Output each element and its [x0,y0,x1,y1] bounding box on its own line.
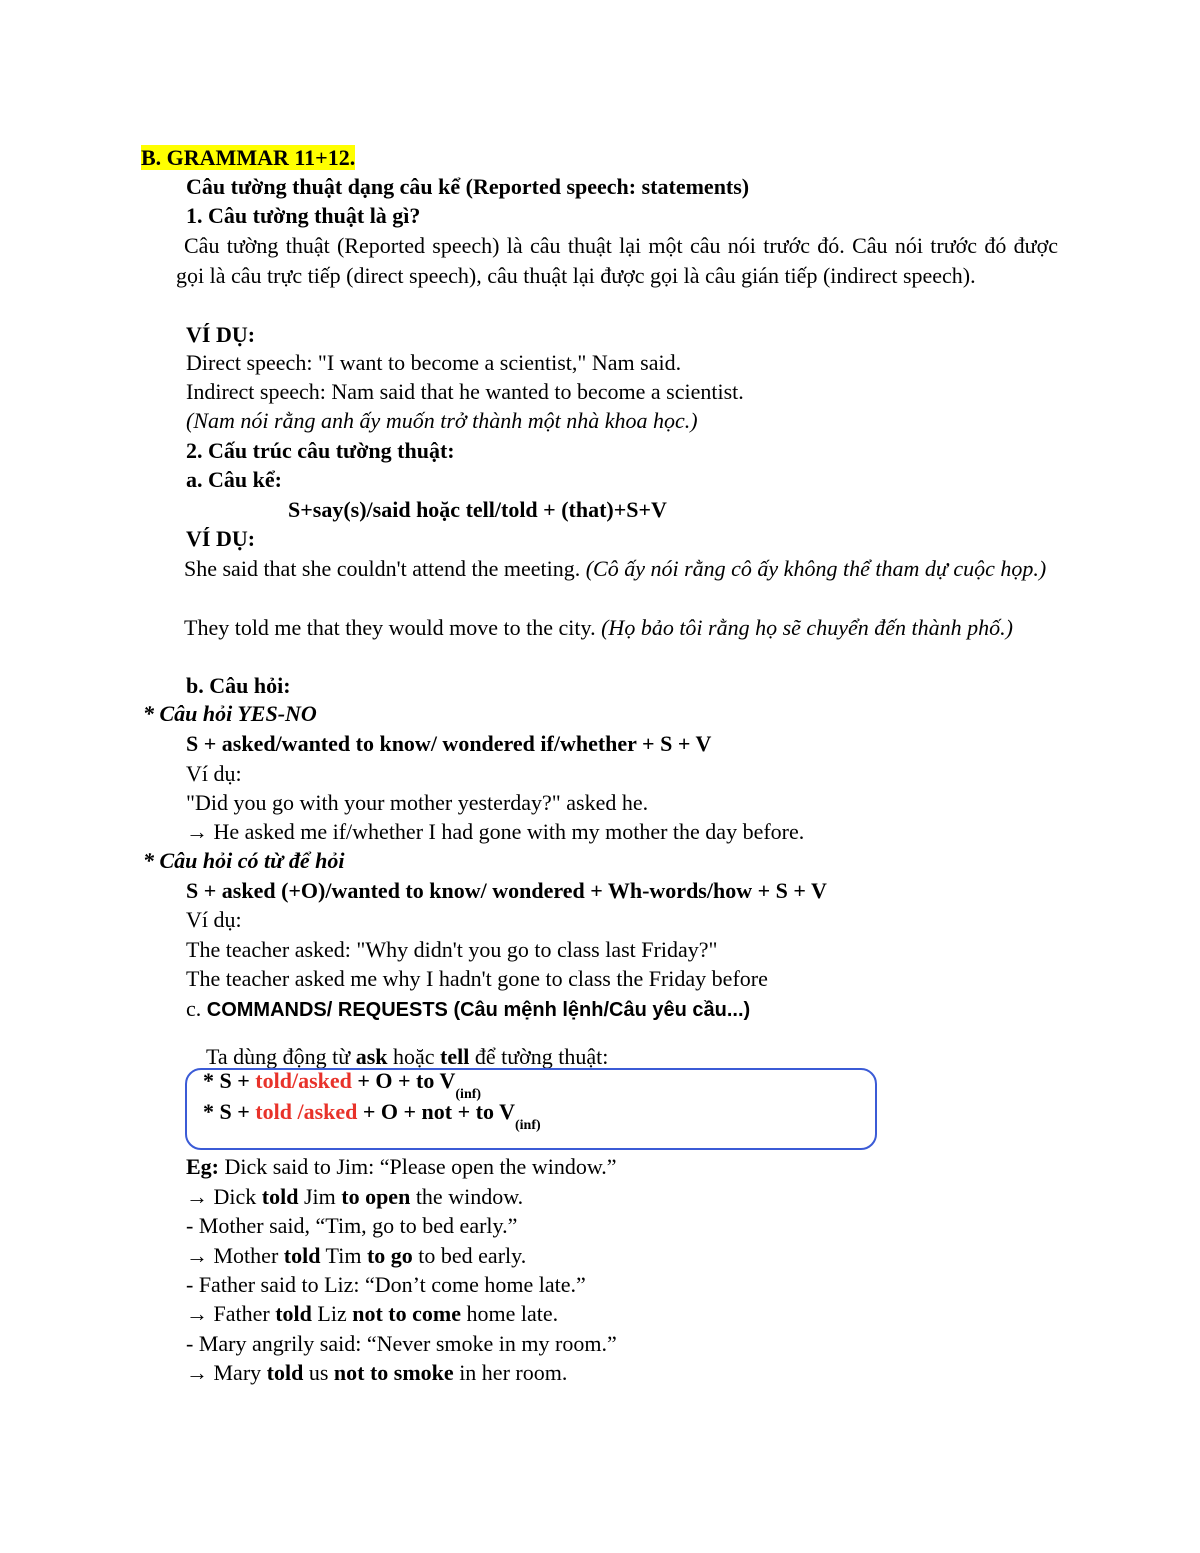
yesno-answer: → He asked me if/whether I had gone with my mother the day before. [186,819,805,844]
wh-vidu: Ví dụ: [186,907,242,932]
yesno-formula: S + asked/wanted to know/ wondered if/whether + S + V [186,731,712,756]
wh-example: The teacher asked: "Why didn't you go to class last Friday?" [186,937,718,962]
wh-answer: The teacher asked me why I hadn't gone to class the Friday before [186,966,768,991]
b-title: b. Câu hỏi: [186,673,291,698]
s2-title: 2. Cấu trúc câu tường thuật: [186,438,455,463]
indirect-speech: Indirect speech: Nam said that he wanted to become a scientist. [186,379,744,404]
wh-title: * Câu hỏi có từ để hỏi [143,848,345,873]
eg-1: Eg: Dick said to Jim: “Please open the window.” [186,1154,617,1179]
eg-1-result: → Dick told Jim to open the window. [186,1184,524,1209]
direct-speech: Direct speech: "I want to become a scientist," Nam said. [186,350,682,375]
eg-4-result: → Mary told us not to smoke in her room. [186,1360,568,1385]
command-formula-2: * S + told /asked + O + not + to $V_{(inf)}$ [203,1099,541,1133]
section-heading: B. GRAMMAR 11+12. [141,145,356,170]
example-1: She said that she couldn't attend the meeting. (Cô ấy nói rằng cô ấy không thể tham dự cuộc họp.) [184,556,1047,581]
yesno-title: * Câu hỏi YES-NO [143,701,317,726]
c-title: c. COMMANDS/ REQUESTS (Câu mệnh lệnh/Câu yêu cầu...) [186,996,751,1021]
yesno-vidu: Ví dụ: [186,761,242,786]
eg-2: - Mother said, “Tim, go to bed early.” [186,1213,518,1238]
subtitle: Câu tường thuật dạng câu kể (Reported speech: statements) [186,174,750,199]
a-title: a. Câu kể: [186,467,282,492]
translation: (Nam nói rằng anh ấy muốn trở thành một nhà khoa học.) [186,408,698,433]
eg-2-result: → Mother told Tim to go to bed early. [186,1243,527,1268]
eg-3-result: → Father told Liz not to come home late. [186,1301,559,1326]
yesno-example: "Did you go with your mother yesterday?" asked he. [186,790,649,815]
s1-paragraph: Câu tường thuật (Reported speech) là câu thuật lại một câu nói trước đó. Câu nói trước đó được gọi là câu trực tiếp (direct speech), câu thuật lại được gọi là câu gián tiếp (indirect speech). [176,233,1058,288]
statement-formula: S+say(s)/said hoặc tell/told + (that)+S+V [288,497,667,522]
s1-title: 1. Câu tường thuật là gì? [186,203,421,228]
example-2: They told me that they would move to the city. (Họ bảo tôi rằng họ sẽ chuyển đến thành phố.) [184,615,1013,640]
eg-4: - Mary angrily said: “Never smoke in my room.” [186,1331,617,1356]
s1-vidu: VÍ DỤ: [186,322,256,347]
s2-vidu: VÍ DỤ: [186,526,256,551]
eg-3: - Father said to Liz: “Don’t come home late.” [186,1272,586,1297]
commands-intro: Ta dùng động từ ask hoặc tell để tường thuật: [206,1044,609,1069]
command-formula-1: * S + told/asked + O + to $V_{(inf)}$ [203,1068,482,1102]
wh-formula: S + asked (+O)/wanted to know/ wondered + Wh-words/how + S + V [186,878,827,903]
